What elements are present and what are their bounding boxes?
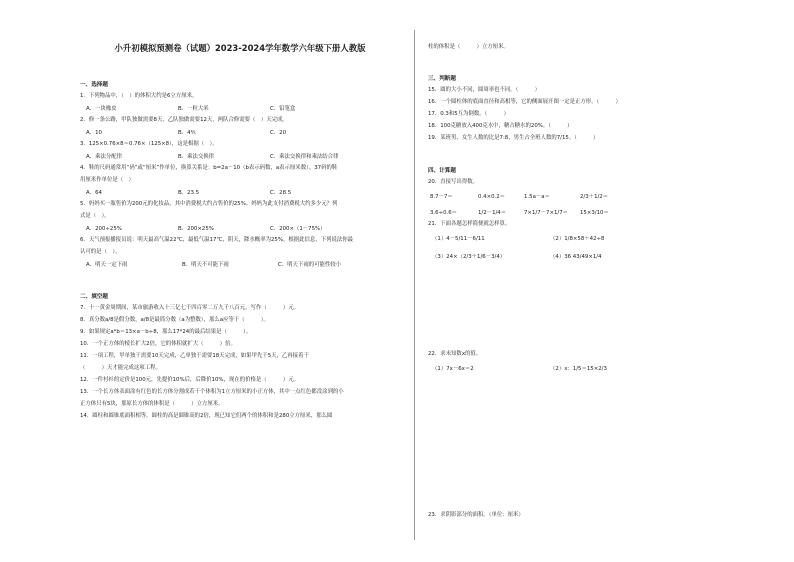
question-20: 20．直接写出得数。 bbox=[428, 179, 478, 185]
left-column bbox=[80, 36, 400, 420]
question-12: 12．一件衬衫的定价是100元，先提价10%后，后降价10%，现在的价格是（ ）元。 bbox=[80, 377, 300, 383]
question-13-cont: 正方体只有5块，那原长方体的体积是（ ）立方厘米。 bbox=[80, 401, 224, 407]
simplify-item: （4）36 43/49×1/4 bbox=[550, 254, 602, 260]
calc-item: 15×3/10＝ bbox=[580, 210, 609, 216]
question-5-cont: 式是（ ）。 bbox=[80, 213, 110, 219]
question-1: 1．下列物品中，（ ）的体积大约是6立方厘米。 bbox=[80, 93, 198, 99]
calc-item: 2/3＋1/2＝ bbox=[580, 194, 609, 200]
simplify-item: （3）24×（2/3＋1/6－3/4） bbox=[432, 254, 506, 260]
question-16: 16．一个圆柱体的底面直径和高相等，它的侧面展开图一定是正方形。（ ） bbox=[428, 99, 621, 105]
calc-item: 1/2－1/4＝ bbox=[478, 210, 507, 216]
equation-item: （2）x：1/5＝15×2/3 bbox=[550, 366, 607, 372]
question-18: 18．100克糖放入400克水中，糖占糖水的20%。（ ） bbox=[428, 123, 573, 129]
equation-grid bbox=[428, 364, 728, 372]
question-11: 11．一项工程，甲单独干需要10天完成，乙单独干需要18天完成，如果甲先干5天，乙再接着干 bbox=[80, 353, 309, 359]
question-14-cont: 柱的体积是（ ）立方厘米。 bbox=[428, 44, 509, 50]
section-calc: 四、计算题 bbox=[428, 168, 456, 174]
question-6-cont: 认可的是（ ）。 bbox=[80, 249, 121, 255]
section-judge: 三、判断题 bbox=[428, 76, 456, 82]
question-19: 19．某班男、女生人数的比是7:8，男生占全班人数的7/15。（ ） bbox=[428, 135, 599, 141]
question-4-options: A．64 B．23.5 C．28.5 bbox=[86, 190, 292, 196]
question-7: 7．十一黄金周期间，某市旅游收入十三亿七千四百零二万九千八百元，写作（ ）元。 bbox=[80, 305, 300, 311]
calc-item: 8.7－7＝ bbox=[430, 194, 453, 200]
calc-item: 3.6÷0.6＝ bbox=[430, 210, 458, 216]
question-6-options: A．明天一定下雨 B．明天不可能下雨 C．明天下雨的可能性较小 bbox=[86, 262, 342, 268]
section-fill: 二、填空题 bbox=[80, 294, 108, 300]
question-2: 2．修一条公路，甲队独做需要8天，乙队独做需要12天，两队合修需要（ ）天完成。 bbox=[80, 117, 288, 123]
question-3: 3．125×0.76×8＝0.76×（125×8），这是根据（ ）。 bbox=[80, 141, 218, 147]
equation-item: （1）7x－6x＝2 bbox=[432, 366, 474, 372]
question-1-options: A．一块橡皮 B．一粒大米 C．铅笔盒 bbox=[86, 106, 296, 112]
calc-item: 0.4×0.2＝ bbox=[478, 194, 506, 200]
section-choice: 一、选择题 bbox=[80, 82, 108, 88]
page-title: 小升初模拟预测卷（试题）2023-2024学年数学六年级下册人教版 bbox=[114, 43, 366, 53]
right-column bbox=[428, 36, 728, 372]
question-13: 13．一个长方体表面涂有红色的长方体分割成若干个体积为1立方厘米的小正方体，其中一点红色都没涂到的小 bbox=[80, 389, 344, 395]
question-22: 22．求未知数x的值。 bbox=[428, 351, 482, 357]
simplify-grid bbox=[428, 234, 728, 260]
mental-calc-grid bbox=[428, 192, 728, 216]
question-11-cont: （ ）天才能完成这项工程。 bbox=[80, 365, 161, 371]
question-5-options: A．200÷25% B．200×25% C．200×（1－75%） bbox=[86, 226, 326, 232]
question-14: 14．圆柱和圆锥底面积相等，圆柱的高是圆锥高的2倍，现已知它们两个的体积和是280立方厘米，那么圆 bbox=[80, 413, 333, 419]
column-divider bbox=[414, 30, 415, 540]
question-4-cont: 用厘米作单位是（ ） bbox=[80, 177, 134, 183]
question-17: 17．0.3和5互为倒数。（ ） bbox=[428, 111, 509, 117]
question-8: 8．真分数a/8是假分数，a/8是最简分数（a为整数），那么a应等于（ ）。 bbox=[80, 317, 269, 323]
simplify-item: （2）1/8×58＋42÷8 bbox=[550, 236, 605, 242]
calc-item: 1.5a－a＝ bbox=[524, 194, 550, 200]
simplify-item: （1）4－5/11－6/11 bbox=[432, 236, 485, 242]
calc-item: 7×1/7－7×1/7＝ bbox=[524, 210, 569, 216]
question-10: 10．一个正方体的棱长扩大2倍，它的体积就扩大（ ）倍。 bbox=[80, 341, 236, 347]
question-2-options: A．10 B．4⅘ C．20 bbox=[86, 130, 287, 136]
question-4: 4．鞋的尺码通常用“码”或“厘米”作单位，换算关系是：b=2a－10（b表示码数，a表示厘米数）。37码的鞋 bbox=[80, 165, 338, 171]
question-23: 23．求阴影部分的面积。（单位：厘米） bbox=[428, 512, 524, 518]
question-21: 21．下面各题怎样简便就怎样算。 bbox=[428, 221, 511, 227]
question-5: 5．妈妈买一瓶售价为200元的化妆品，其中消费税大约占售价的25%。妈妈为此支付消费税大约多少元？列 bbox=[80, 201, 338, 207]
question-15: 15．圆的大小不同，圆周率也不同。（ ） bbox=[428, 87, 540, 93]
question-6: 6．天气预报播报员说：明天最高气温22℃，最低气温17℃，阴天，降水概率为25%。根据此信息，下列说法你最 bbox=[80, 237, 354, 243]
question-3-options: A．乘法分配律 B．乘法交换律 C．乘法交换律和乘法结合律 bbox=[86, 154, 339, 160]
question-9: 9．如果规定a*b＝13×a－b÷8，那么17*24的最后结果是（ ）。 bbox=[80, 329, 252, 335]
